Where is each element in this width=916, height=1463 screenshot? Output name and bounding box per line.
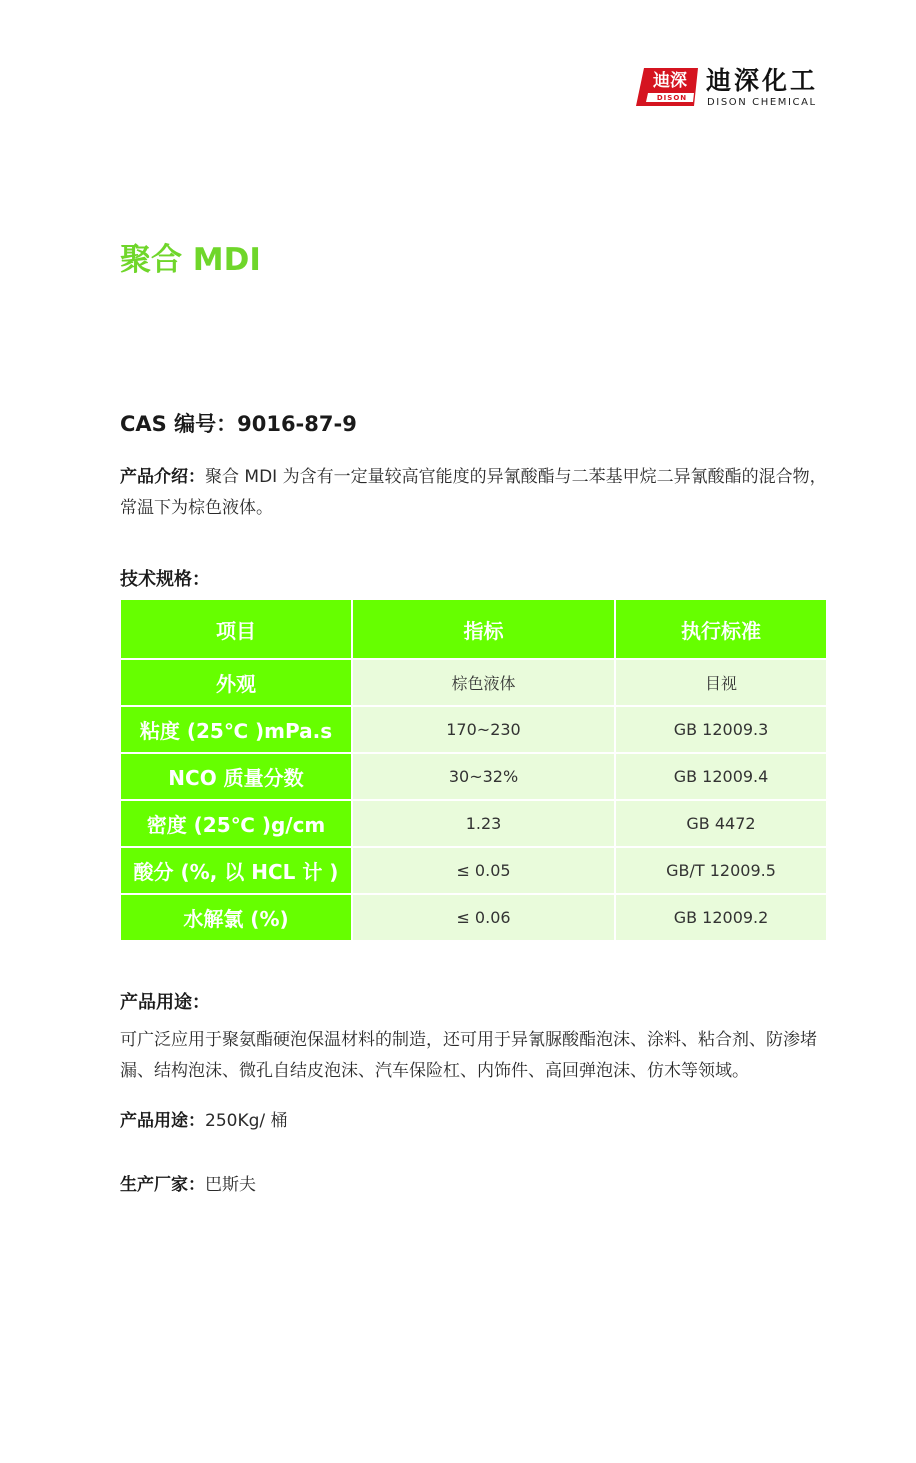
spec-table: [119, 598, 828, 942]
product-intro: [120, 462, 832, 524]
logo-badge: [636, 66, 700, 108]
table-row: [120, 706, 827, 753]
table-row: [120, 659, 827, 706]
usage-text: 可广泛应用于聚氨酯硬泡保温材料的制造，还可用于异氰脲酸酯泡沫、涂料、粘合剂、防渗堵漏、结构泡沫、微孔自结皮泡沫、汽车保险杠、内饰件、高回弹泡沫、仿木等领域。: [120, 1030, 817, 1081]
table-row: [120, 800, 827, 847]
intro-label: 产品介绍：: [120, 467, 205, 487]
manufacturer-value: 巴斯夫: [205, 1175, 256, 1195]
cas-number: [120, 408, 357, 440]
row-value: 棕色液体: [352, 659, 615, 706]
cas-label: CAS 编号：: [120, 412, 238, 436]
packing-label: 产品用途：: [120, 1111, 205, 1131]
row-item: 酸分 (%, 以 HCL 计 ): [120, 847, 352, 894]
row-value: 1.23: [352, 800, 615, 847]
row-standard: GB 12009.3: [615, 706, 827, 753]
row-item: 粘度 (25℃ )mPa.s: [120, 706, 352, 753]
row-value: 30~32%: [352, 753, 615, 800]
manufacturer-label: 生产厂家：: [120, 1175, 205, 1195]
logo-badge-chinese: 迪深: [653, 71, 687, 91]
packing-info: [120, 1106, 832, 1137]
column-header-item: 项目: [120, 599, 352, 659]
row-item: NCO 质量分数: [120, 753, 352, 800]
company-name-chinese: 迪深化工: [706, 66, 819, 95]
row-standard: GB 12009.4: [615, 753, 827, 800]
table-header-row: [120, 599, 827, 659]
row-standard: GB/T 12009.5: [615, 847, 827, 894]
column-header-standard: 执行标准: [615, 599, 827, 659]
row-value: ≤ 0.06: [352, 894, 615, 941]
usage-heading: 产品用途：: [120, 992, 210, 1013]
company-name-english: DISON CHEMICAL: [707, 97, 817, 108]
row-item: 水解氯 (%): [120, 894, 352, 941]
row-item: 外观: [120, 659, 352, 706]
product-title: 聚合 MDI: [120, 242, 261, 278]
spec-heading: 技术规格：: [120, 569, 210, 590]
table-row: [120, 847, 827, 894]
table-row: [120, 753, 827, 800]
table-row: [120, 894, 827, 941]
packing-value: 250Kg/ 桶: [205, 1111, 288, 1131]
intro-text: 聚合 MDI 为含有一定量较高官能度的异氰酸酯与二苯基甲烷二异氰酸酯的混合物，常温下为棕色液体。: [120, 467, 827, 518]
row-standard: GB 12009.2: [615, 894, 827, 941]
row-value: ≤ 0.05: [352, 847, 615, 894]
manufacturer-info: [120, 1170, 832, 1201]
row-value: 170~230: [352, 706, 615, 753]
logo-badge-english: DISON: [656, 94, 688, 102]
row-item: 密度 (25℃ )g/cm: [120, 800, 352, 847]
company-logo: [636, 66, 828, 110]
row-standard: GB 4472: [615, 800, 827, 847]
row-standard: 目视: [615, 659, 827, 706]
column-header-value: 指标: [352, 599, 615, 659]
cas-value: 9016-87-9: [237, 412, 357, 436]
